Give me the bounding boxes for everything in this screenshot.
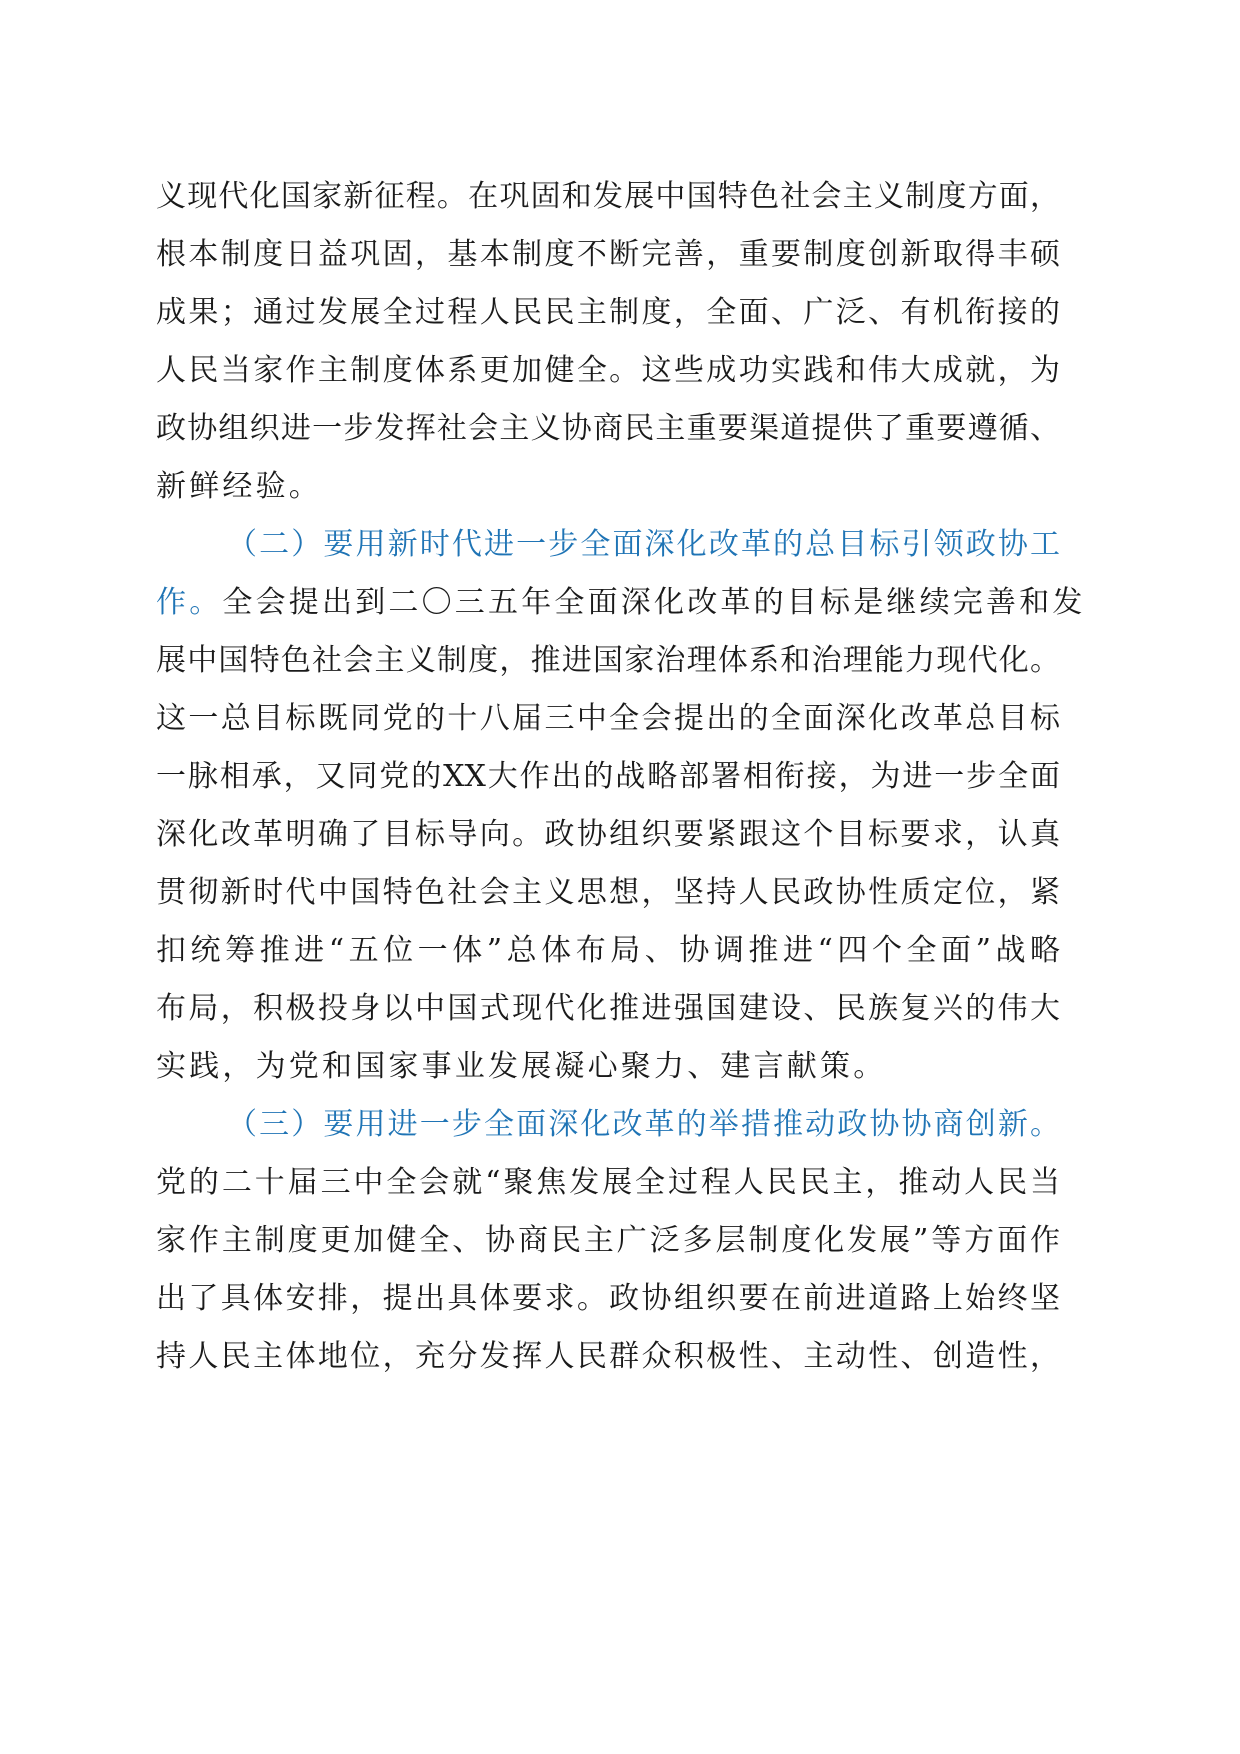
section-heading-2-end: 作。 (156, 585, 223, 620)
paragraph-line: 一脉相承，又同党的XX大作出的战略部署相衔接，为进一步全面 (156, 759, 1060, 794)
paragraph-line: 政协组织进一步发挥社会主义协商民主重要渠道提供了重要遵循、 (156, 411, 1060, 446)
paragraph-line: 扣统筹推进“五位一体”总体布局、协调推进“四个全面”战略 (156, 933, 1060, 968)
paragraph-line: 展中国特色社会主义制度，推进国家治理体系和治理能力现代化。 (156, 643, 1060, 678)
paragraph-line: 成果；通过发展全过程人民民主制度，全面、广泛、有机衔接的 (156, 295, 1060, 330)
paragraph-line: 布局，积极投身以中国式现代化推进强国建设、民族复兴的伟大 (156, 991, 1060, 1026)
paragraph-line: 家作主制度更加健全、协商民主广泛多层制度化发展”等方面作 (156, 1223, 1060, 1258)
paragraph-line: 根本制度日益巩固，基本制度不断完善，重要制度创新取得丰硕 (156, 237, 1060, 272)
paragraph-line (156, 583, 1086, 623)
paragraph-line: 这一总目标既同党的十八届三中全会提出的全面深化改革总目标 (156, 701, 1060, 736)
paragraph-line: 深化改革明确了目标导向。政协组织要紧跟这个目标要求，认真 (156, 817, 1060, 852)
paragraph-line: 出了具体安排，提出具体要求。政协组织要在前进道路上始终坚 (156, 1281, 1060, 1316)
paragraph-line: 贯彻新时代中国特色社会主义思想，坚持人民政协性质定位，紧 (156, 875, 1060, 910)
paragraph-line: 新鲜经验。 (156, 469, 322, 504)
section-heading-2: （二）要用新时代进一步全面深化改革的总目标引领政协工 (227, 527, 1060, 562)
section-heading-3: （三）要用进一步全面深化改革的举措推动政协协商创新。 (227, 1107, 1060, 1142)
paragraph-line: 人民当家作主制度体系更加健全。这些成功实践和伟大成就，为 (156, 353, 1060, 388)
paragraph-text: 全会提出到二〇三五年全面深化改革的目标是继续完善和发 (222, 585, 1086, 620)
paragraph-line: 义现代化国家新征程。在巩固和发展中国特色社会主义制度方面， (156, 179, 1060, 214)
paragraph-line: 持人民主体地位，充分发挥人民群众积极性、主动性、创造性， (156, 1339, 1060, 1374)
paragraph-line: 党的二十届三中全会就“聚焦发展全过程人民民主，推动人民当 (156, 1165, 1060, 1200)
paragraph-line: 实践，为党和国家事业发展凝心聚力、建言献策。 (156, 1049, 887, 1084)
